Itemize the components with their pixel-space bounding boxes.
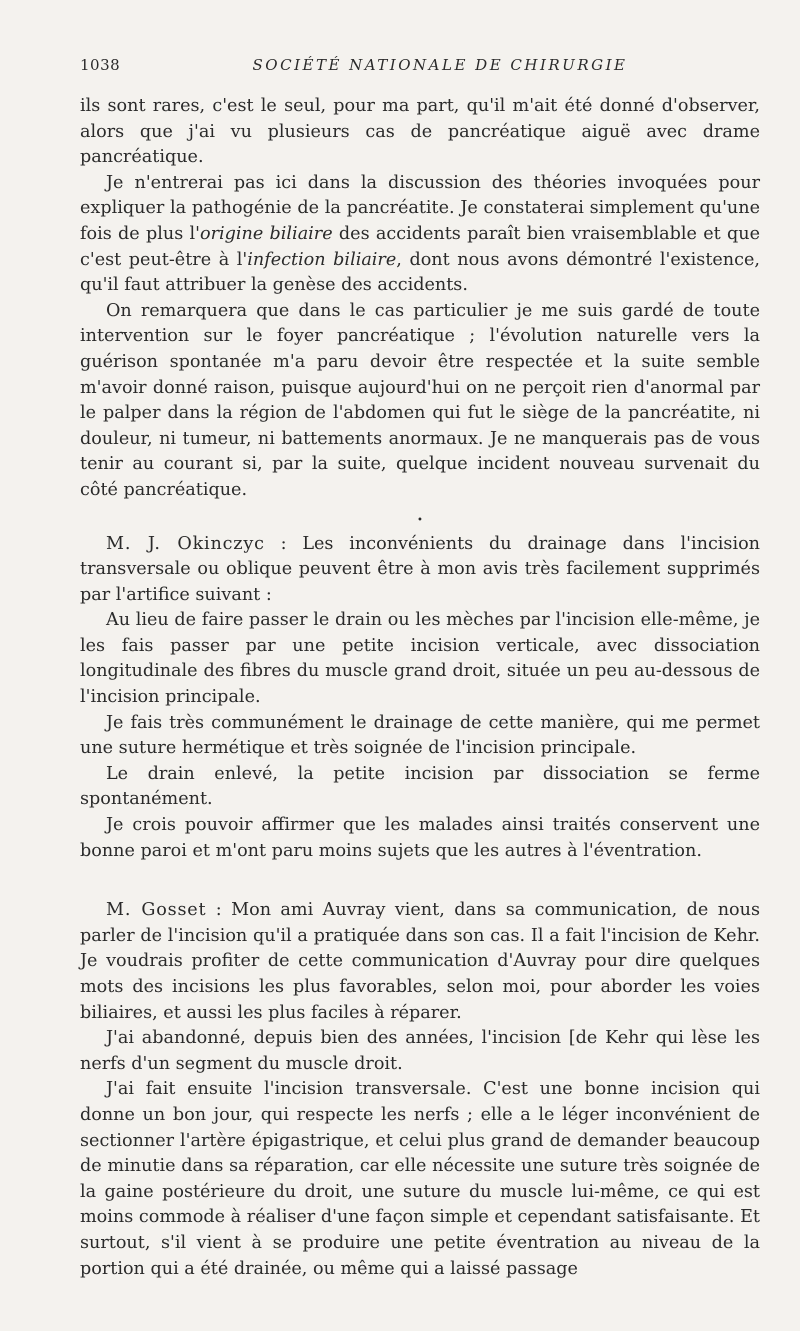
section-gosset (80, 898, 760, 1282)
text-run: des accidents paraît bien vraisemblable et que c'est peut-être à l' (80, 223, 760, 270)
text-run: : Les inconvénients du drainage dans l'incision transversale ou oblique peuvent être à mon avis très facilement supprimés par l'artifice suivant : (80, 533, 761, 605)
text-run: : Mon ami Auvray vient, dans sa communication, de nous parler de l'incision qu'il a pratiquée dans son cas. Il a fait l'incision de Kehr. Je voudrais profiter de cette communication d'Auvray pour dire quelques mots des incisions les plus favorables, selon moi, pour aborder les voies biliaires, et aussi les plus faciles à réparer. (80, 900, 760, 1023)
paragraph: J'ai abandonné, depuis bien des années, l'incision [de Kehr qui lèse les nerfs d'un segment du muscle droit. (80, 1028, 760, 1074)
paragraph (80, 532, 760, 609)
paragraph (80, 171, 760, 299)
journal-title: SOCIÉTÉ NATIONALE DE CHIRURGIE (252, 56, 628, 74)
emphasis-origine-biliaire: origine biliaire (200, 223, 333, 244)
paragraph: Je fais très communément le drainage de cette manière, qui me permet une suture hermétique et très soignée de l'incision principale. (80, 712, 760, 759)
paragraph: ils sont rares, c'est le seul, pour ma part, qu'il m'ait été donné d'observer, alors que j'ai vu plusieurs cas de pancréatique aiguë avec drame pancréatique. (80, 96, 760, 168)
section-gap (80, 864, 760, 898)
section-okinczyc (80, 532, 760, 865)
paragraph: Au lieu de faire passer le drain ou les mèches par l'incision elle-même, je les fais passer par une petite incision verticale, avec dissociation longitudinale des fibres du muscle grand droit, située un peu au-dessous de l'incision principale. (80, 610, 760, 708)
paragraph: Le drain enlevé, la petite incision par dissociation se ferme spontanément. (80, 763, 760, 810)
paragraph: Je crois pouvoir affirmer que les malades ainsi traités conservent une bonne paroi et m'ont paru moins sujets que les autres à l'éventration. (80, 815, 760, 861)
paragraph (80, 898, 760, 1026)
separator-mark: • (417, 514, 423, 526)
text-run: , dont nous avons démontré l'existence, qu'il faut attribuer la genèse des accidents. (80, 249, 760, 296)
speaker-name: M. J. Okinczyc (106, 533, 265, 554)
page-number: 1038 (80, 56, 121, 74)
paragraph: On remarquera que dans le cas particulier je me suis gardé de toute intervention sur le foyer pancréatique ; l'évolution naturelle vers la guérison spontanée m'a paru devoir être respectée et la suite semble m'avoir donné raison, puisque aujourd'hui on ne perçoit rien d'anormal par le palper dans la région de l'abdomen qui fut le siège de la pancréatite, ni douleur, ni tumeur, ni battements anormaux. Je ne manquerais pas de vous tenir au courant si, par la suite, quelque incident nouveau survenait du côté pancréatique. (80, 300, 760, 500)
section-pancreatite (80, 94, 760, 504)
running-head (80, 56, 760, 84)
text-run: Je n'entrerai pas ici dans la discussion des théories invoquées pour expliquer la pathogénie de la pancréatite. Je constaterai simplement qu'une fois de plus l' (80, 172, 760, 244)
speaker-name: M. Gosset (106, 900, 207, 921)
emphasis-infection-biliaire: infection biliaire (247, 249, 397, 270)
paragraph: J'ai fait ensuite l'incision transversale. C'est une bonne incision qui donne un bon jour, qui respecte les nerfs ; elle a le léger inconvénient de sectionner l'artère épigastrique, et celui plus grand de demander beaucoup de minutie dans sa réparation, car elle nécessite une suture très soignée de la gaine postérieure du droit, une suture du muscle lui-même, ce qui est moins commode à réaliser d'une façon simple et cependant satisfaisante. Et surtout, s'il vient à se produire une petite éventration au niveau de la portion qui a été drainée, ou même qui a laissé passage (80, 1079, 760, 1279)
